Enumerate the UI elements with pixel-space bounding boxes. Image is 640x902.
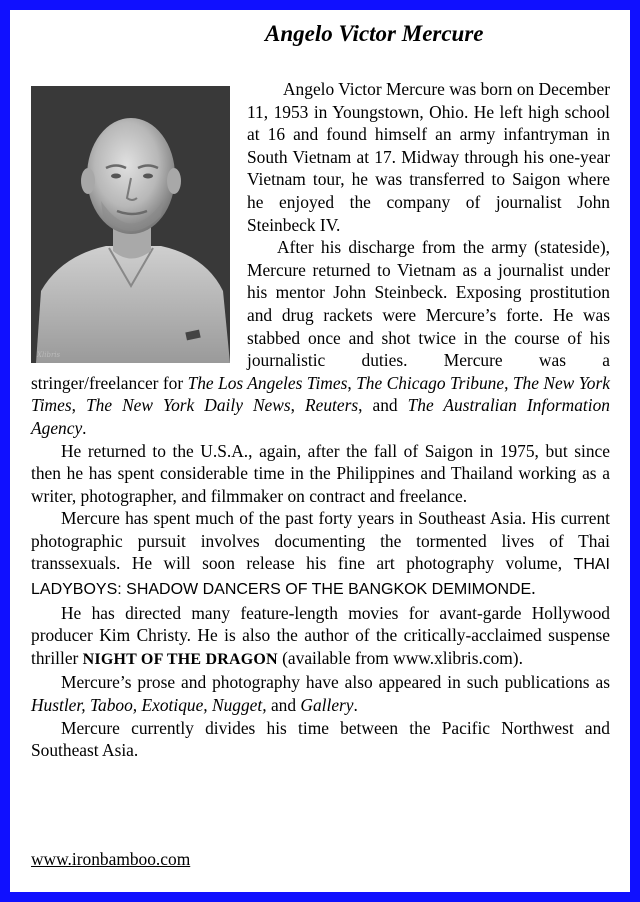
publication-australian-information-agency: The Australian Information Agency [31,395,610,438]
publication-ny-daily-news: The New York Daily News [85,395,291,416]
svg-text:Xlibris: Xlibris [37,351,61,359]
bio-paragraph-3: He returned to the U.S.A., again, after the fall of Saigon in 1975, but since then he has spent considerable time in the Philippines and Thailand working as a writer, photographer, and filmmaker on contract and freelance. [31,440,610,506]
magazine-gallery: Gallery [300,695,354,716]
publication-reuters: Reuters [305,395,359,416]
portrait-image [31,86,230,363]
bio-paragraph-5: He has directed many feature-length movies for avant-garde Hollywood producer Kim Christy. He is also the author of the critically-acclaimed suspense thriller NIGHT OF THE DRAGON (available from www.xlibris.com). [31,602,610,668]
photography-book-title: THAI LADYBOYS: SHADOW DANCERS OF THE BANGKOK DEMIMONDE [31,556,610,599]
magazine-list: Hustler, Taboo, Exotique, Nugget, [31,695,267,716]
bio-paragraph-6: Mercure’s prose and photography have also appeared in such publications as Hustler, Taboo, Exotique, Nugget, and Gallery. [31,672,610,716]
bio-paragraph-1: Angelo Victor Mercure was born on December 11, 1953 in Youngstown, Ohio. He left high school at 16 and found himself an army infantryman in South Vietnam at 17. Midway through his one-year Vietnam tour, he was transferred to Saigon where he enjoyed the company of journalist John Steinbeck IV. [247,79,611,235]
novel-title: NIGHT OF THE DRAGON [82,650,278,668]
publication-ny-times: The New York Times [31,372,610,416]
bio-paragraph-7: Mercure currently divides his time between the Pacific Northwest and Southeast Asia. [31,717,610,761]
author-photo [31,86,230,363]
biography [31,78,610,762]
author-name-title: Angelo Victor Mercure [265,21,484,46]
bio-paragraph-4: Mercure has spent much of the past forty years in Southeast Asia. His current photographic pursuit involves documenting the tormented lives of Thai transsexuals. He will soon release his fine art photography volume, THAI LADYBOYS: SHADOW DANCERS OF THE BANGKOK DEMIMONDE. [31,508,610,599]
publication-chicago-tribune: The Chicago Tribune [356,372,505,393]
bio-paragraph-2: After his discharge from the army (stateside), Mercure returned to Vietnam as a journalist under his mentor John Steinbeck. Exposing prostitution and drug rackets were Mercure’s forte. He was stabbed once and shot twice in the course of his journalistic duties. Mercure was a stringer/freelancer for The Los Angeles Times, The Chicago Tribune, The New York Times, The New York Daily News, Reuters, and The Australian Information Agency. [31,237,610,438]
publication-la-times: The Los Angeles Times [187,372,348,393]
website-link[interactable]: www.ironbamboo.com [31,849,191,869]
page [10,10,630,892]
